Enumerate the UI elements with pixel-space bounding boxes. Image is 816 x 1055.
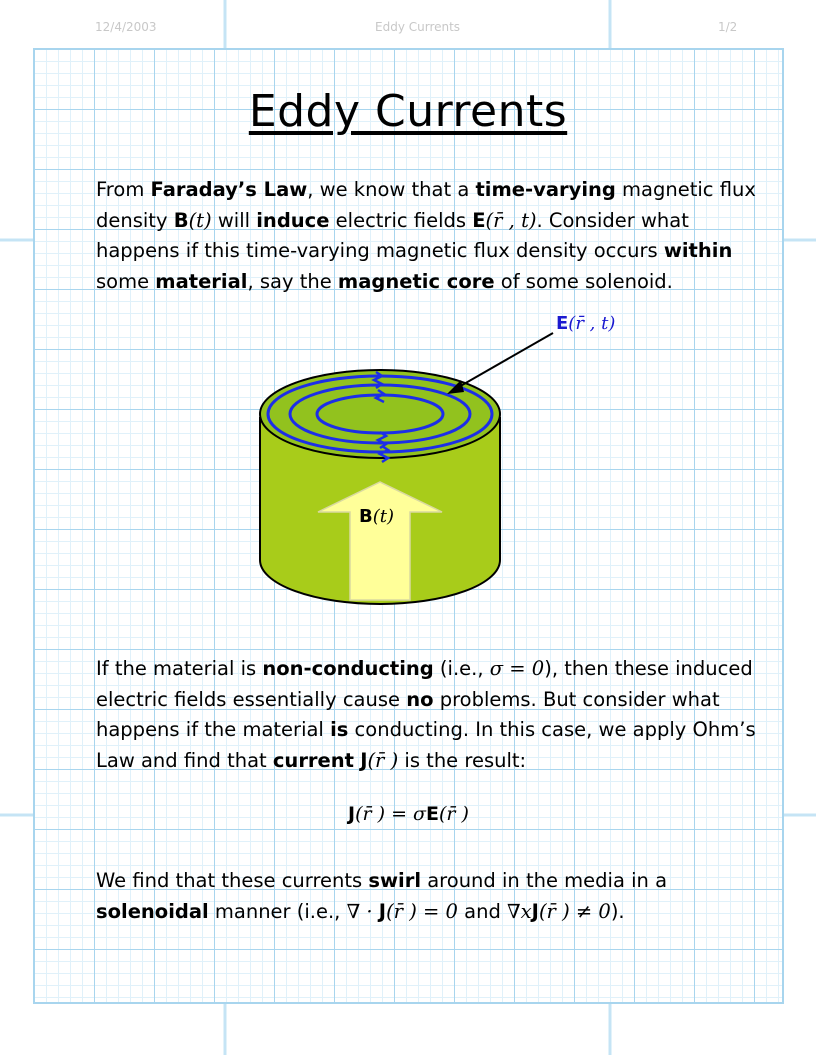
header-title: Eddy Currents	[375, 20, 461, 34]
page-title: Eddy Currents	[248, 86, 568, 137]
solenoidal-paragraph: We find that these currents swirl around in the media in a solenoidal manner (i.e., ∇ · J(r̄ ) = 0 and ∇xJ(r̄ ) ≠ 0).	[96, 869, 668, 923]
conduction-paragraph: If the material is non-conducting (i.e., σ = 0), then these induced electric fields essentially cause no problems. But consider what happens if the material is conducting. In this case, we apply Ohm’s Law and find that current J(r̄ ) is the result:	[96, 657, 756, 772]
ohms-law-equation: J(r̄ ) = σE(r̄ )	[348, 803, 469, 825]
e-field-label: E(r̄ , t)	[556, 313, 616, 334]
intro-paragraph: From Faraday’s Law, we know that a time-varying magnetic flux density B(t) will induce electric fields E(r̄ , t). Consider what happens if this time-varying magnetic flux density occurs within some material, say the magnetic core of some solenoid.	[96, 178, 756, 293]
b-field-label: B(t)	[359, 506, 395, 527]
e-field-pointer	[457, 333, 553, 388]
header-page-number: 1/2	[718, 20, 738, 34]
header-date: 12/4/2003	[95, 20, 157, 34]
